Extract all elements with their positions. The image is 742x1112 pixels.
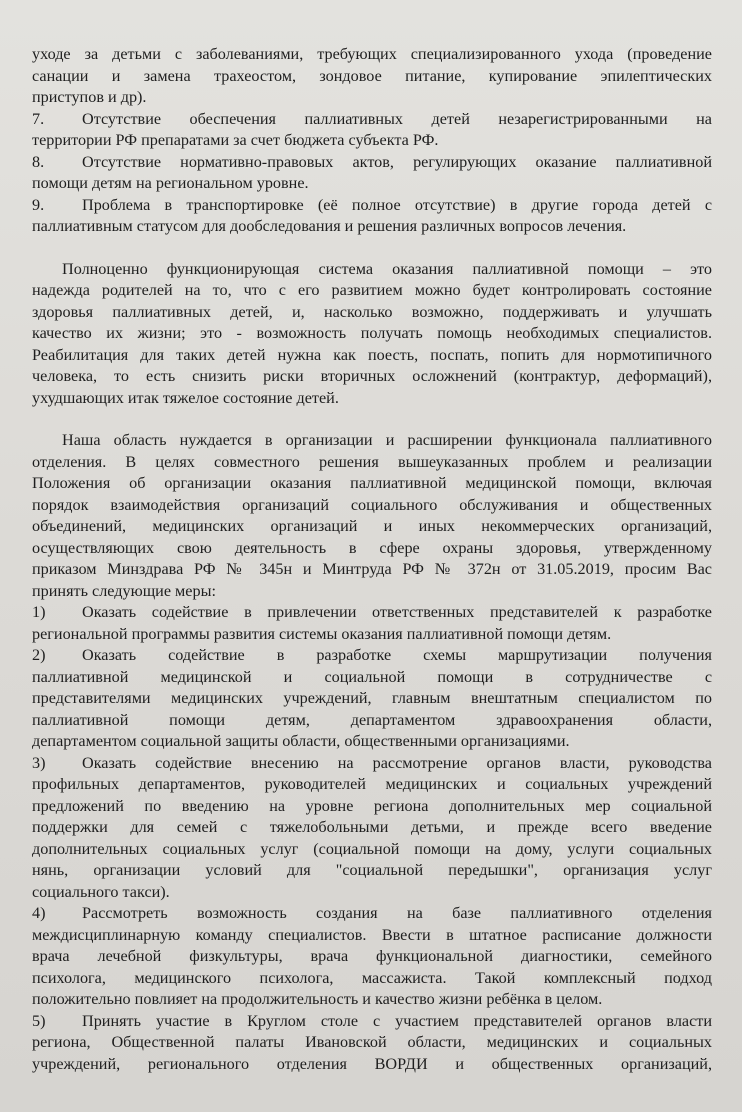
text-line: паллиативной помощи детям, департаментом здравоохранения области,: [32, 710, 712, 729]
numbered-item-line: [32, 753, 712, 775]
paragraph-gap: [32, 409, 712, 430]
item-text: Оказать содействие внесению на рассмотрение органов власти, руководства: [82, 753, 712, 772]
text-line: региональной программы развития системы оказания паллиативной помощи детям.: [32, 624, 612, 643]
text-line: социального такси).: [32, 882, 170, 901]
text-line: объединений, медицинских организаций и иных некоммерческих организаций,: [32, 517, 712, 535]
item-number: 8.: [32, 152, 45, 171]
text-line: Положения об организации оказания паллиативной медицинской помощи, включая: [32, 474, 712, 492]
text-line: Полноценно функционирующая система оказания паллиативной помощи – это: [62, 259, 712, 278]
text-line: человека, то есть снизить риски вторичных осложнений (контрактур, деформаций),: [32, 367, 712, 385]
text-line: уходе за детьми с заболеваниями, требующих специализированного ухода (проведение: [32, 45, 712, 63]
item-number: 5): [32, 1011, 46, 1030]
item-number: 7.: [32, 109, 45, 128]
item-text: Принять участие в Круглом столе с участием представителей органов власти: [82, 1011, 712, 1030]
document-paragraph-2: [32, 430, 712, 1075]
numbered-item-line: [32, 1011, 712, 1033]
numbered-item-line: [32, 602, 712, 624]
text-line: здоровья паллиативных детей, и, насколько возможно, поддерживать и улучшать: [32, 302, 712, 321]
numbered-item-line: [32, 645, 712, 667]
text-line: надежда родителей на то, что с его развитием можно будет контролировать состояние: [32, 281, 712, 299]
item-number: 1): [32, 603, 46, 621]
text-line: паллиативным статусом для дообследования и решения различных вопросов лечения.: [32, 217, 627, 235]
text-line: врача лечебной физкультуры, врача функциональной диагностики, семейного: [32, 947, 712, 965]
text-line: отделения. В целях совместного решения вышеуказанных проблем и реализации: [32, 452, 712, 471]
item-text: Рассмотреть возможность создания на базе паллиативного отделения: [82, 904, 712, 922]
text-line: порядок взаимодействия организаций социального обслуживания и общественных: [32, 495, 712, 514]
text-line: региона, Общественной палаты Ивановской области, медицинских и социальных: [32, 1033, 712, 1051]
item-number: 3): [32, 753, 46, 772]
text-line: осуществляющих свою деятельность в сфере охраны здоровья, утвержденному: [32, 538, 712, 557]
document-top-block: [32, 44, 712, 238]
text-line: нянь, организации условий для "социальной передышки", организация услуг: [32, 861, 712, 879]
text-line: приказом Минздрава РФ № 345н и Минтруда РФ № 372н от 31.05.2019, просим Вас: [32, 560, 712, 578]
text-line: предложений по введению на уровне региона дополнительных мер социальной: [32, 796, 712, 815]
text-line: поддержки для семей с тяжелобольными детьми, и прежде всего введение: [32, 818, 712, 836]
text-line: помощи детям на региональном уровне.: [32, 174, 309, 192]
text-line: психолога, медицинского психолога, массажиста. Такой комплексный подход: [32, 968, 712, 987]
item-text: Оказать содействие в разработке схемы маршрутизации получения: [82, 646, 712, 664]
text-line: паллиативной медицинской и социальной помощи в сотрудничестве с: [32, 667, 712, 686]
text-line: приступов и др).: [32, 88, 147, 106]
item-text: Отсутствие обеспечения паллиативных детей незарегистрированными на: [82, 109, 712, 128]
item-number: 9.: [32, 195, 45, 214]
numbered-item-line: [32, 152, 712, 174]
text-line: междисциплинарную команду специалистов. Ввести в штатное расписание должности: [32, 925, 712, 944]
item-number: 2): [32, 646, 46, 664]
numbered-item-line: [32, 109, 712, 131]
text-line: Реабилитация для таких детей нужна как поесть, поспать, попить для нормотипичного: [32, 345, 712, 364]
text-line: учреждений, регионального отделения ВОРДИ и общественных организаций,: [32, 1054, 712, 1073]
document-paragraph-1: [32, 259, 712, 410]
text-line: представителями медицинских учреждений, главным внештатным специалистом по: [32, 689, 712, 707]
numbered-item-line: [32, 903, 712, 925]
paragraph-gap: [32, 238, 712, 259]
numbered-item-line: [32, 195, 712, 217]
text-line: положительно повлияет на продолжительность и качество жизни ребёнка в целом.: [32, 990, 603, 1008]
text-line: принять следующие меры:: [32, 581, 216, 600]
text-line: территории РФ препаратами за счет бюджета субъекта РФ.: [32, 131, 439, 149]
item-text: Отсутствие нормативно-правовых актов, регулирующих оказание паллиативной: [82, 152, 712, 171]
item-number: 4): [32, 904, 46, 922]
text-line: департаментом социальной защиты области, общественными организациями.: [32, 732, 570, 750]
text-line: дополнительных социальных услуг (социальной помощи на дому, услуги социальных: [32, 839, 712, 858]
item-text: Оказать содействие в привлечении ответственных представителей к разработке: [82, 603, 712, 621]
text-line: санации и замена трахеостом, зондовое питание, купирование эпилептических: [32, 66, 712, 85]
text-line: ухудшающих итак тяжелое состояние детей.: [32, 388, 339, 407]
text-line: качество их жизни; это - возможность получать помощь необходимых специалистов.: [32, 324, 712, 342]
text-line: профильных департаментов, руководителей медицинских и социальных учреждений: [32, 775, 712, 793]
item-text: Проблема в транспортировке (её полное отсутствие) в другие города детей с: [82, 195, 712, 214]
text-line: Наша область нуждается в организации и расширении функционала паллиативного: [62, 431, 712, 449]
